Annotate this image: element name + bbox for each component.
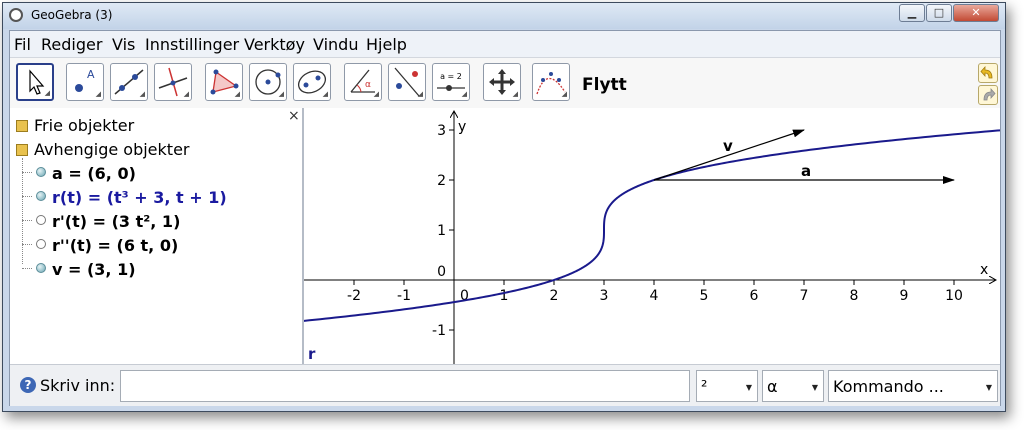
x-tick-group: [347, 280, 963, 304]
algebra-object-v[interactable]: v = (3, 1): [52, 260, 136, 279]
x-axis-label: x: [980, 262, 989, 278]
visibility-toggle-shown[interactable]: [36, 167, 46, 177]
graphics-canvas[interactable]: [304, 108, 1000, 364]
chevron-down-icon: ▼: [745, 383, 752, 392]
redo-icon: [979, 86, 997, 104]
undo-button[interactable]: [978, 63, 998, 83]
input-label: Skriv inn:: [40, 376, 116, 395]
algebra-object-a[interactable]: a = (6, 0): [52, 164, 136, 183]
x-tick-label: 9: [899, 288, 909, 304]
move-tool-button[interactable]: ◢: [16, 63, 54, 101]
minimize-button[interactable]: ▁: [899, 4, 925, 22]
visibility-toggle-hidden[interactable]: [36, 215, 46, 225]
maximize-button[interactable]: □: [926, 4, 952, 22]
folder-icon: [16, 144, 28, 156]
x-tick-label: 6: [749, 288, 759, 304]
x-tick-label: 7: [799, 288, 809, 304]
y-tick-label: 1: [437, 223, 446, 239]
dependent-objects-folder[interactable]: Avhengige objekter: [34, 140, 190, 159]
visibility-toggle-hidden[interactable]: [36, 239, 46, 249]
slider-tool-button[interactable]: a = 2 ◢: [432, 63, 470, 101]
circle-tool-button[interactable]: ◢: [249, 63, 287, 101]
command-select-value: Kommando ...: [833, 377, 944, 396]
greek-letter-select-value: α: [767, 377, 778, 396]
help-icon[interactable]: ?: [20, 377, 36, 393]
close-button[interactable]: ✕: [953, 4, 999, 22]
curve-r-label: r: [308, 345, 316, 363]
y-tick-label: 0: [437, 264, 446, 280]
svg-text:α: α: [365, 80, 371, 90]
command-input[interactable]: [120, 370, 690, 402]
algebra-view: [10, 108, 304, 364]
x-tick-label: 8: [849, 288, 859, 304]
x-tick-label: 1: [499, 288, 509, 304]
svg-text:A: A: [87, 68, 95, 81]
menu-innstillinger[interactable]: Innstillinger: [145, 35, 240, 54]
command-select[interactable]: [828, 370, 998, 402]
visibility-toggle-shown[interactable]: [36, 191, 46, 201]
geogebra-window: [2, 2, 1006, 412]
move-graphics-view-tool-button[interactable]: ◢: [483, 63, 521, 101]
geogebra-app-icon: [9, 8, 23, 22]
folder-icon: [16, 120, 28, 132]
menu-rediger[interactable]: Rediger: [41, 35, 103, 54]
superscript-select[interactable]: [696, 370, 758, 402]
app-client-area: [9, 30, 1001, 406]
menu-fil[interactable]: Fil: [14, 35, 31, 54]
perpendicular-line-tool-button[interactable]: ◢: [154, 63, 192, 101]
conic-tool-button[interactable]: ◢: [293, 63, 331, 101]
input-bar: [10, 364, 1000, 406]
toolbar: [10, 57, 1000, 109]
superscript-select-value: ²: [701, 377, 708, 396]
algebra-object-r-prime[interactable]: r'(t) = (3 t², 1): [52, 212, 181, 231]
vector-a-label: a: [801, 162, 812, 180]
x-tick-label: 2: [549, 288, 559, 304]
algebra-object-r[interactable]: r(t) = (t³ + 3, t + 1): [52, 188, 227, 207]
close-algebra-view-button[interactable]: ×: [288, 108, 300, 124]
x-tick-label: 0: [460, 288, 469, 304]
point-tool-button[interactable]: A ◢: [66, 63, 104, 101]
slider-tool-label: a = 2: [440, 72, 462, 81]
reflect-tool-button[interactable]: ◢: [388, 63, 426, 101]
angle-tool-button[interactable]: α ◢: [344, 63, 382, 101]
x-tick-label: 10: [945, 288, 963, 304]
y-tick-label: 3: [437, 123, 446, 139]
y-tick-label: -1: [432, 323, 446, 339]
vector-v-label: v: [723, 137, 733, 155]
menu-verktoy[interactable]: Verktøy: [244, 35, 305, 54]
chevron-down-icon: ▼: [811, 383, 818, 392]
y-axis-label: y: [458, 119, 467, 135]
active-tool-name: Flytt: [582, 75, 627, 95]
polygon-tool-button[interactable]: ◢: [205, 63, 243, 101]
visibility-toggle-shown[interactable]: [36, 263, 46, 273]
title-bar[interactable]: [3, 3, 1005, 29]
algebra-object-r-double-prime[interactable]: r''(t) = (6 t, 0): [52, 236, 179, 255]
y-tick-group: [432, 123, 454, 339]
redo-button[interactable]: [978, 85, 998, 105]
greek-letter-select[interactable]: [762, 370, 824, 402]
menu-bar: [10, 31, 1000, 57]
graphics-view[interactable]: [304, 108, 1000, 364]
x-tick-label: 4: [649, 288, 659, 304]
menu-vis[interactable]: Vis: [112, 35, 136, 54]
function-inspector-tool-button[interactable]: ◢: [532, 63, 570, 101]
window-title: GeoGebra (3): [31, 8, 113, 22]
x-tick-label: -2: [347, 288, 361, 304]
y-tick-label: 2: [437, 173, 446, 189]
chevron-down-icon: ▼: [985, 383, 992, 392]
x-tick-label: -1: [397, 288, 411, 304]
line-tool-button[interactable]: ◢: [110, 63, 148, 101]
x-tick-label: 5: [699, 288, 709, 304]
menu-hjelp[interactable]: Hjelp: [366, 35, 407, 54]
menu-vindu[interactable]: Vindu: [313, 35, 359, 54]
undo-icon: [979, 64, 997, 82]
free-objects-folder[interactable]: Frie objekter: [34, 116, 135, 135]
parametric-curve-r[interactable]: [304, 130, 1000, 350]
x-tick-label: 3: [599, 288, 609, 304]
